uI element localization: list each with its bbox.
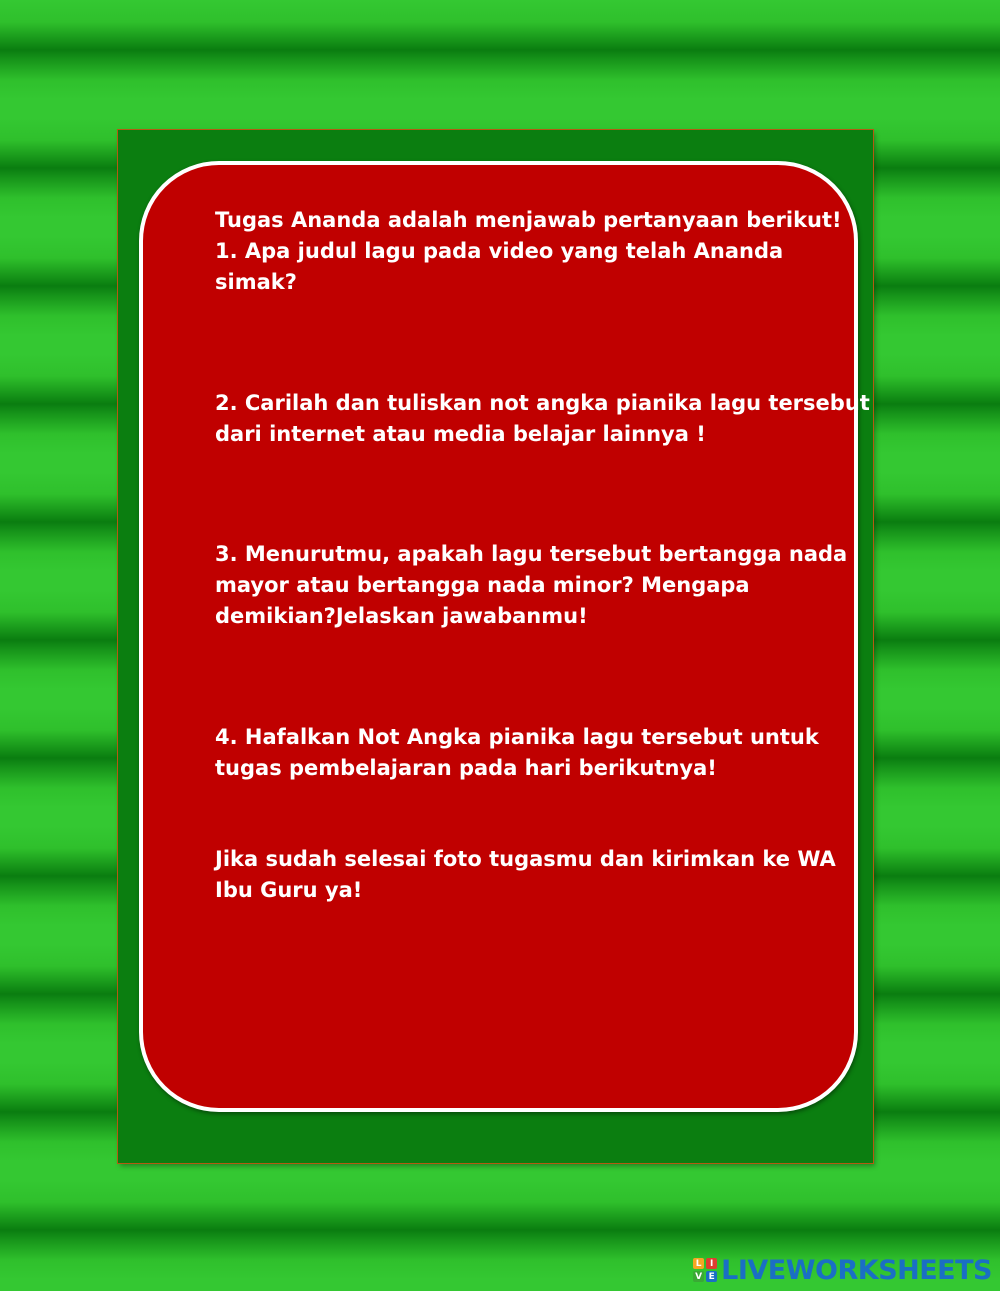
liveworksheets-logo-icon (693, 1258, 717, 1282)
logo-letter-v: V (693, 1271, 704, 1282)
task-card (139, 161, 870, 1112)
question-3-line: demikian?Jelaskan jawabanmu! (215, 604, 588, 628)
closing-line: Ibu Guru ya! (215, 878, 363, 902)
logo-letter-e: E (706, 1271, 717, 1282)
intro-line: Tugas Ananda adalah menjawab pertanyaan berikut! (215, 208, 842, 232)
question-4 (215, 722, 825, 784)
question-3-line: mayor atau bertangga nada minor? Mengapa (215, 573, 750, 597)
logo-letter-i: I (706, 1258, 717, 1269)
question-4-line: tugas pembelajaran pada hari berikutnya! (215, 756, 717, 780)
intro-and-question-1 (215, 205, 842, 298)
logo-letter-l: L (693, 1258, 704, 1269)
question-2-line: 2. Carilah dan tuliskan not angka pianika lagu tersebut (215, 391, 870, 415)
closing-line: Jika sudah selesai foto tugasmu dan kirimkan ke WA (215, 847, 836, 871)
closing-instruction (215, 844, 836, 906)
question-1-line: 1. Apa judul lagu pada video yang telah Ananda (215, 239, 784, 263)
liveworksheets-watermark (693, 1255, 992, 1285)
question-2-line: dari internet atau media belajar lainnya ! (215, 422, 706, 446)
question-1-line: simak? (215, 270, 297, 294)
worksheet-panel (118, 130, 873, 1163)
question-3 (215, 539, 848, 632)
question-4-line: 4. Hafalkan Not Angka pianika lagu tersebut untuk (215, 725, 819, 749)
question-2 (215, 388, 870, 450)
brand-name: LIVEWORKSHEETS (721, 1254, 992, 1286)
question-3-line: 3. Menurutmu, apakah lagu tersebut bertangga nada (215, 542, 848, 566)
